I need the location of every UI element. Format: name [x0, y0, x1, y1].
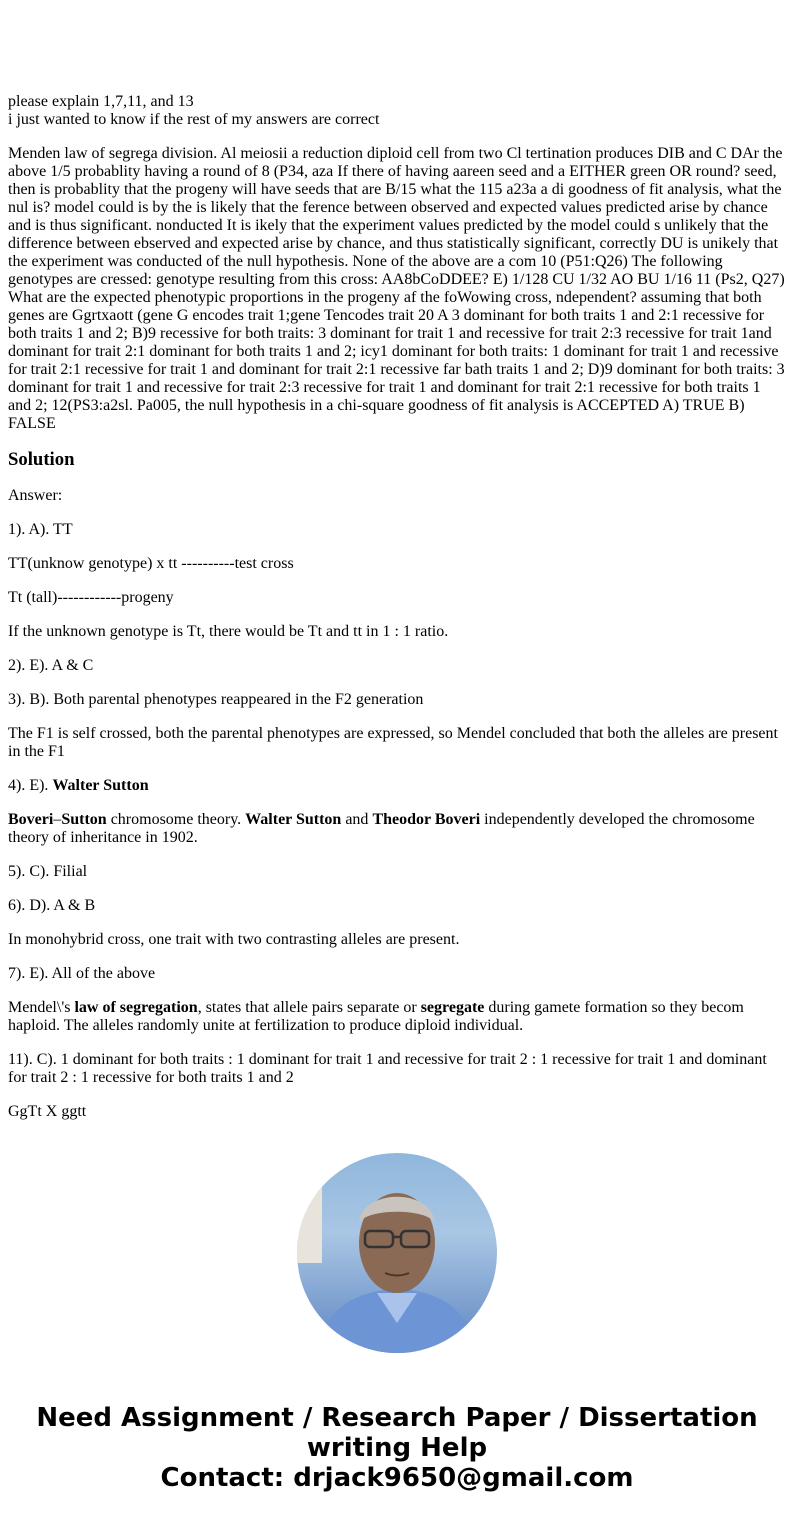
- bold-text: Sutton: [61, 811, 107, 828]
- answer-4-note: [8, 811, 786, 847]
- text: independently developed the chromosome theory of inheritance in 1902.: [8, 811, 755, 846]
- author-photo: [297, 1153, 497, 1353]
- answer-11-cross: GgTt X ggtt: [8, 1103, 87, 1120]
- bold-text: segregate: [420, 999, 485, 1016]
- question: [8, 93, 786, 433]
- person-portrait-icon: [297, 1153, 497, 1353]
- question-line-1: please explain 1,7,11, and 13: [8, 93, 194, 110]
- bold-text: Boveri: [8, 811, 54, 828]
- footer-help-text: Need Assignment / Research Paper / Dissertation writing Help: [36, 1403, 758, 1463]
- answer-4-bold: Walter Sutton: [52, 777, 149, 794]
- answer-6-note: In monohybrid cross, one trait with two contrasting alleles are present.: [8, 931, 460, 948]
- answer-4: [8, 777, 786, 795]
- text: –: [53, 811, 62, 828]
- text: Mendel\'s: [8, 999, 75, 1016]
- footer-contact: Contact: drjack9650@gmail.com: [160, 1463, 634, 1493]
- answer-6: 6). D). A & B: [8, 897, 96, 914]
- bold-text: Theodor Boveri: [372, 811, 481, 828]
- answer-7-note: [8, 999, 786, 1035]
- bold-text: law of segregation: [74, 999, 198, 1016]
- answer-4-prefix: 4). E).: [8, 777, 53, 794]
- footer-banner: [0, 1403, 794, 1493]
- bold-text: Walter Sutton: [245, 811, 342, 828]
- text: chromosome theory.: [106, 811, 246, 828]
- question-body: Menden law of segrega division. Al meiosii a reduction diploid cell from two Cl tertination produces DIB and C DAr the above 1/5 probablity having a round of 8 (P34, aza If there of having aareen seed and a EITHER green OR round? seed, then is probablity that the progeny will have seeds that are B/15 what the 115 a23a a di goodness of fit analysis, what the nul is? model could is by the is likely that the ference between observed and expected values predicted arise by chance and is thus significant. nonducted It is ikely that the experiment values predicted by the model could s unlikely that the difference between ebserved and expected arise by chance, and thus statistically significant, correctly DU is unikely that the experiment was conducted of the null hypothesis. None of the above are a com 10 (P51:Q26) The following genotypes are cressed: genotype resulting from this cross: AA8bCoDDEE? E) 1/128 CU 1/32 AO BU 1/16 11 (Ps2, Q27) What are the expected phenotypic proportions in the progeny af the foWowing cross, ndependent? assuming that both genes are Ggrtxaott (gene G encodes trait 1;gene Tencodes trait 20 A 3 dominant for both traits 1 and 2:1 recessive for both traits 1 and 2; B)9 recessive for both traits: 3 dominant for trait 1 and recessive for trait 2:3 recessive for trait 1and dominant for trait 2:1 dominant for both traits 1 and 2; icy1 dominant for both traits: 1 dominant for trait 1 and recessive for trait 2:1 recessive for trait 1 and dominant for trait 2:1 recessive far bath traits 1 and 2; D)9 dominant for both traits: 3 dominant for trait 1 and recessive for trait 2:3 recessive for trait 1 and dominant for trait 2:1 recessive for both traits 1 and 2; 12(PS3:a2sl. Pa005, the null hypothesis in a chi-square goodness of fit analysis is ACCEPTED A) TRUE B) FALSE: [8, 145, 785, 432]
- answer-2: 2). E). A & C: [8, 657, 94, 674]
- answer-11: 11). C). 1 dominant for both traits : 1 dominant for trait 1 and recessive for trait 2 : 1 recessive for trait 1 and dominant for trait 2 : 1 recessive for both traits 1 and 2: [8, 1051, 767, 1086]
- solution-heading: Solution: [8, 449, 75, 470]
- answer-5: 5). C). Filial: [8, 863, 88, 880]
- text: during gamete formation so they becom haploid. The alleles randomly unite at fertilization to produce diploid individual.: [8, 999, 744, 1034]
- answer-1-cross: TT(unknow genotype) x tt ----------test cross: [8, 555, 294, 572]
- answer-1-note: If the unknown genotype is Tt, there would be Tt and tt in 1 : 1 ratio.: [8, 623, 449, 640]
- question-line-2: i just wanted to know if the rest of my answers are correct: [8, 111, 380, 128]
- text: , states that allele pairs separate or: [197, 999, 421, 1016]
- content: [8, 93, 786, 1123]
- answer-3: 3). B). Both parental phenotypes reappeared in the F2 generation: [8, 691, 424, 708]
- answer-1-progeny: Tt (tall)------------progeny: [8, 589, 174, 606]
- text: and: [341, 811, 373, 828]
- answer-3-note: The F1 is self crossed, both the parental phenotypes are expressed, so Mendel concluded that both the alleles are present in the F1: [8, 725, 778, 760]
- answer-label: Answer:: [8, 487, 63, 504]
- answer-1: 1). A). TT: [8, 521, 73, 538]
- answer-7: 7). E). All of the above: [8, 965, 156, 982]
